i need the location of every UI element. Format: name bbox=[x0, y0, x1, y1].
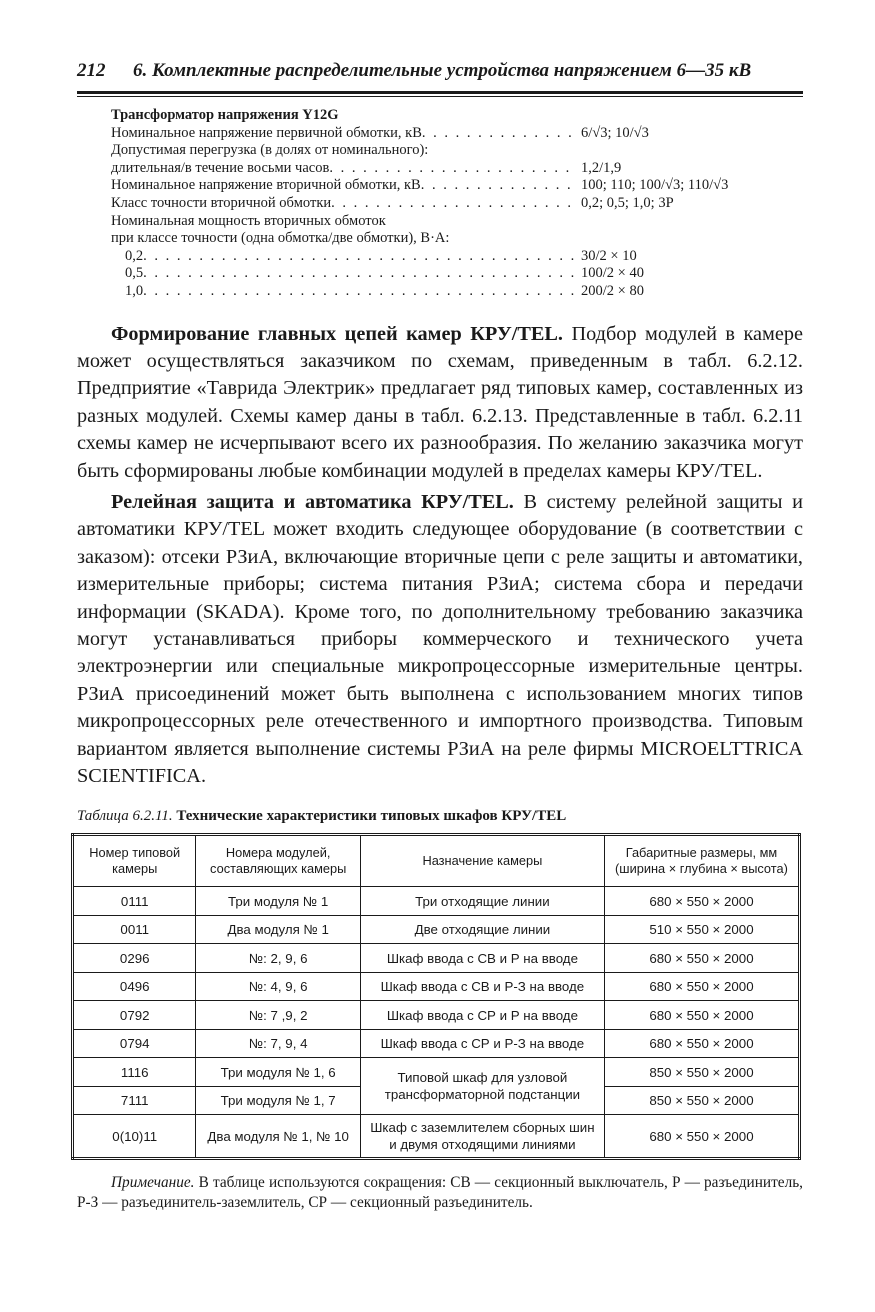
leader-dots bbox=[143, 283, 577, 301]
spec-label: Номинальное напряжение первичной обмотки, кВ bbox=[111, 124, 422, 141]
cell-camera-number: 1116 bbox=[73, 1058, 196, 1087]
table-caption-title: Технические характеристики типовых шкафов КРУ/TEL bbox=[172, 808, 567, 825]
cell-modules: Три модуля № 1, 6 bbox=[196, 1058, 360, 1087]
transformer-spec-block bbox=[111, 107, 771, 301]
page-number: 212 bbox=[77, 60, 106, 81]
spec-label: Номинальная мощность вторичных обмоток bbox=[111, 212, 386, 229]
cell-dimensions: 510 × 550 × 2000 bbox=[604, 915, 799, 944]
spec-row bbox=[111, 265, 771, 283]
cell-purpose: Три отходящие линии bbox=[360, 887, 604, 916]
spec-value: 200/2 × 80 bbox=[581, 282, 644, 299]
cell-purpose: Шкаф с заземлителем сборных шин и двумя отходящими линиями bbox=[360, 1115, 604, 1159]
cell-camera-number: 0(10)11 bbox=[73, 1115, 196, 1159]
column-header: Номер типовой камеры bbox=[73, 835, 196, 887]
column-header: Габаритные размеры, мм (ширина × глубина × высота) bbox=[604, 835, 799, 887]
table-row bbox=[73, 1001, 800, 1030]
spec-row bbox=[111, 177, 771, 195]
leader-dots bbox=[143, 248, 577, 266]
cell-modules: №: 7, 9, 4 bbox=[196, 1029, 360, 1058]
cell-purpose: Шкаф ввода с СР и Р-З на вводе bbox=[360, 1029, 604, 1058]
spec-value: 0,2; 0,5; 1,0; 3Р bbox=[581, 194, 674, 211]
spec-label: длительная/в течение восьми часов bbox=[111, 159, 330, 176]
leader-dots bbox=[143, 265, 577, 283]
cell-purpose: Шкаф ввода с СВ и Р-З на вводе bbox=[360, 972, 604, 1001]
spec-heading: Трансформатор напряжения Y12G bbox=[111, 107, 339, 123]
paragraph-main-circuits bbox=[77, 321, 803, 485]
cell-modules: №: 7 ,9, 2 bbox=[196, 1001, 360, 1030]
cell-dimensions: 680 × 550 × 2000 bbox=[604, 1029, 799, 1058]
cell-modules: №: 4, 9, 6 bbox=[196, 972, 360, 1001]
table-caption-label: Таблица 6.2.11. bbox=[77, 808, 173, 825]
paragraph-relay-protection bbox=[77, 489, 803, 790]
spec-row bbox=[111, 213, 771, 231]
spec-label: при классе точности (одна обмотка/две обмотки), В·А: bbox=[111, 230, 450, 247]
cell-camera-number: 0794 bbox=[73, 1029, 196, 1058]
header-rule-thick bbox=[77, 91, 803, 94]
spec-row bbox=[111, 142, 771, 160]
cell-camera-number: 0111 bbox=[73, 887, 196, 916]
note-label: Примечание. bbox=[111, 1174, 195, 1192]
leader-dots bbox=[421, 177, 577, 195]
cell-camera-number: 0496 bbox=[73, 972, 196, 1001]
spec-value: 100; 110; 100/√3; 110/√3 bbox=[581, 177, 729, 194]
cell-dimensions: 680 × 550 × 2000 bbox=[604, 972, 799, 1001]
cell-modules: Три модуля № 1, 7 bbox=[196, 1086, 360, 1115]
cell-purpose: Две отходящие линии bbox=[360, 915, 604, 944]
spec-label: Допустимая перегрузка (в долях от номинального): bbox=[111, 142, 429, 159]
spec-row bbox=[111, 283, 771, 301]
spec-label: Номинальное напряжение вторичной обмотки, кВ bbox=[111, 177, 421, 194]
spec-label: Класс точности вторичной обмотки bbox=[111, 194, 332, 211]
leader-dots bbox=[329, 160, 577, 178]
paragraph-text: В систему релейной защиты и автоматики КРУ/TEL может входить следующее оборудование (в соответствии с заказом): отсеки РЗиА, включающие вторичные цепи с реле защиты и автоматики, измерительные приборы; система питания РЗиА; система сбора и передачи информации (SKADA). Кроме того, по дополнительному требованию заказчика могут устанавливаться приборы коммерческого и технического учета электроэнергии или специальные микропроцессорные измерительные центры. РЗиА присоединений может быть выполнена с использованием многих типов микропроцессорных реле отечественного и импортного производства. Типовым вариантом является выполнение системы РЗиА на реле фирмы MICROELTTRICA SCIENTIFICA. bbox=[77, 490, 803, 788]
table-header-row bbox=[73, 835, 800, 887]
table-caption bbox=[77, 808, 803, 825]
spec-row bbox=[111, 248, 771, 266]
cell-camera-number: 7111 bbox=[73, 1086, 196, 1115]
table-row bbox=[73, 972, 800, 1001]
chapter-title: 6. Комплектные распределительные устройства напряжением 6—35 кВ bbox=[133, 60, 752, 81]
spec-label: 1,0 bbox=[125, 282, 144, 299]
cell-dimensions: 680 × 550 × 2000 bbox=[604, 887, 799, 916]
cell-dimensions: 680 × 550 × 2000 bbox=[604, 1115, 799, 1159]
spec-label: 0,5 bbox=[125, 265, 144, 282]
column-header: Назначение камеры bbox=[360, 835, 604, 887]
cell-modules: №: 2, 9, 6 bbox=[196, 944, 360, 973]
cell-purpose: Шкаф ввода с СР и Р на вводе bbox=[360, 1001, 604, 1030]
cell-camera-number: 0792 bbox=[73, 1001, 196, 1030]
leader-dots bbox=[331, 195, 577, 213]
note-text: В таблице используются сокращения: СВ — секционный выключатель, Р — разъединитель, Р-З — разъединитель-заземлитель, СР — секционный разъединитель. bbox=[77, 1174, 803, 1211]
spec-value: 30/2 × 10 bbox=[581, 247, 637, 264]
spec-row bbox=[111, 160, 771, 178]
spec-value: 100/2 × 40 bbox=[581, 265, 644, 282]
spec-value: 6/√3; 10/√3 bbox=[581, 124, 649, 141]
cell-dimensions: 680 × 550 × 2000 bbox=[604, 1001, 799, 1030]
cabinets-table bbox=[71, 833, 801, 1160]
running-head bbox=[77, 60, 803, 88]
book-page bbox=[77, 60, 803, 1212]
spec-value: 1,2/1,9 bbox=[581, 159, 622, 176]
leader-dots bbox=[422, 125, 577, 143]
column-header: Номера модулей, составляющих камеры bbox=[196, 835, 360, 887]
table-row bbox=[73, 1058, 800, 1087]
cell-dimensions: 850 × 550 × 2000 bbox=[604, 1086, 799, 1115]
cell-dimensions: 850 × 550 × 2000 bbox=[604, 1058, 799, 1087]
table-row bbox=[73, 1115, 800, 1159]
cell-modules: Два модуля № 1, № 10 bbox=[196, 1115, 360, 1159]
cell-camera-number: 0296 bbox=[73, 944, 196, 973]
table-row bbox=[73, 887, 800, 916]
cell-modules: Три модуля № 1 bbox=[196, 887, 360, 916]
cell-modules: Два модуля № 1 bbox=[196, 915, 360, 944]
table-row bbox=[73, 944, 800, 973]
paragraph-run-in-heading: Релейная защита и автоматика КРУ/TEL. bbox=[111, 490, 514, 513]
spec-row bbox=[111, 195, 771, 213]
table-note bbox=[77, 1173, 803, 1212]
table-row bbox=[73, 915, 800, 944]
header-rule-thin bbox=[77, 96, 803, 97]
spec-row bbox=[111, 230, 771, 248]
cell-purpose: Шкаф ввода с СВ и Р на вводе bbox=[360, 944, 604, 973]
spec-label: 0,2 bbox=[125, 247, 144, 264]
paragraph-text: Подбор модулей в камере может осуществляться заказчиком по схемам, приведенным в табл. 6.2.12. Предприятие «Таврида Электрик» предлагает ряд типовых камер, составленных из разных модулей. Схемы камер даны в табл. 6.2.13. Представленные в табл. 6.2.11 схемы камер не исчерпывают всего их разнообразия. По желанию заказчика могут быть сформированы любые комбинации модулей в пределах камеры КРУ/TEL. bbox=[77, 322, 803, 482]
paragraph-run-in-heading: Формирование главных цепей камер КРУ/TEL. bbox=[111, 322, 563, 345]
cell-purpose: Типовой шкаф для узловой трансформаторной подстанции bbox=[360, 1058, 604, 1115]
table-row bbox=[73, 1029, 800, 1058]
spec-row bbox=[111, 125, 771, 143]
cell-camera-number: 0011 bbox=[73, 915, 196, 944]
cell-dimensions: 680 × 550 × 2000 bbox=[604, 944, 799, 973]
